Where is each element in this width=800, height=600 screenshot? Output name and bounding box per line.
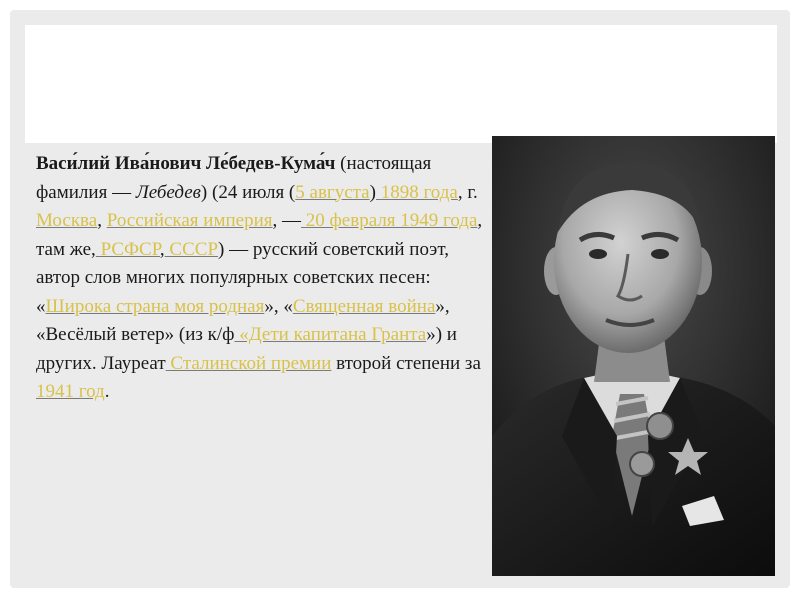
- link-ussr[interactable]: СССР: [164, 238, 219, 260]
- text-segment: , г.: [457, 181, 478, 203]
- link-russian-empire[interactable]: Российская империя: [106, 210, 273, 231]
- link-song-shiroka-strana[interactable]: Широка страна моя родная: [45, 295, 265, 317]
- link-stalin-prize[interactable]: Сталинской премии: [165, 352, 332, 374]
- text-segment: .: [104, 381, 110, 402]
- link-rsfsr[interactable]: РСФСР: [95, 238, 160, 260]
- link-song-svyashchennaya-voyna[interactable]: Священная война: [292, 295, 436, 317]
- text-segment: ») и других. Лауреат: [36, 324, 457, 374]
- text-segment: », «: [264, 295, 293, 317]
- text-segment: , там же,: [36, 210, 483, 260]
- link-birth-year[interactable]: 1898 года: [375, 181, 458, 203]
- link-birth-date-new-style[interactable]: 5 августа: [295, 181, 370, 203]
- text-segment: ) — русский советский поэт, автор слов многих популярных советских песен: «: [36, 238, 449, 317]
- real-surname: Лебедев: [135, 181, 201, 203]
- slide-title-placeholder[interactable]: [25, 25, 777, 143]
- biography-text: [36, 150, 488, 407]
- link-film-children-of-captain-grant[interactable]: «Дети капитана Гранта: [234, 324, 427, 345]
- text-segment: ) (24 июля (: [200, 181, 296, 203]
- link-year-1941[interactable]: 1941 год: [36, 381, 105, 402]
- portrait-photo: [492, 136, 775, 576]
- text-segment: (настоящая фамилия —: [36, 153, 432, 203]
- text-segment: , —: [272, 210, 301, 231]
- text-segment: ,: [159, 238, 165, 260]
- text-segment: второй степени за: [331, 352, 481, 374]
- person-name: Васи́лий Ива́нович Ле́бедев-Кума́ч: [36, 153, 336, 174]
- link-death-date[interactable]: 20 февраля 1949 года: [301, 210, 478, 231]
- link-moscow[interactable]: Москва: [36, 210, 98, 231]
- text-segment: ): [369, 181, 376, 203]
- text-segment: », «Весёлый ветер» (из к/ф: [36, 295, 450, 345]
- text-segment: ,: [97, 210, 102, 231]
- portrait-illustration: [492, 136, 775, 576]
